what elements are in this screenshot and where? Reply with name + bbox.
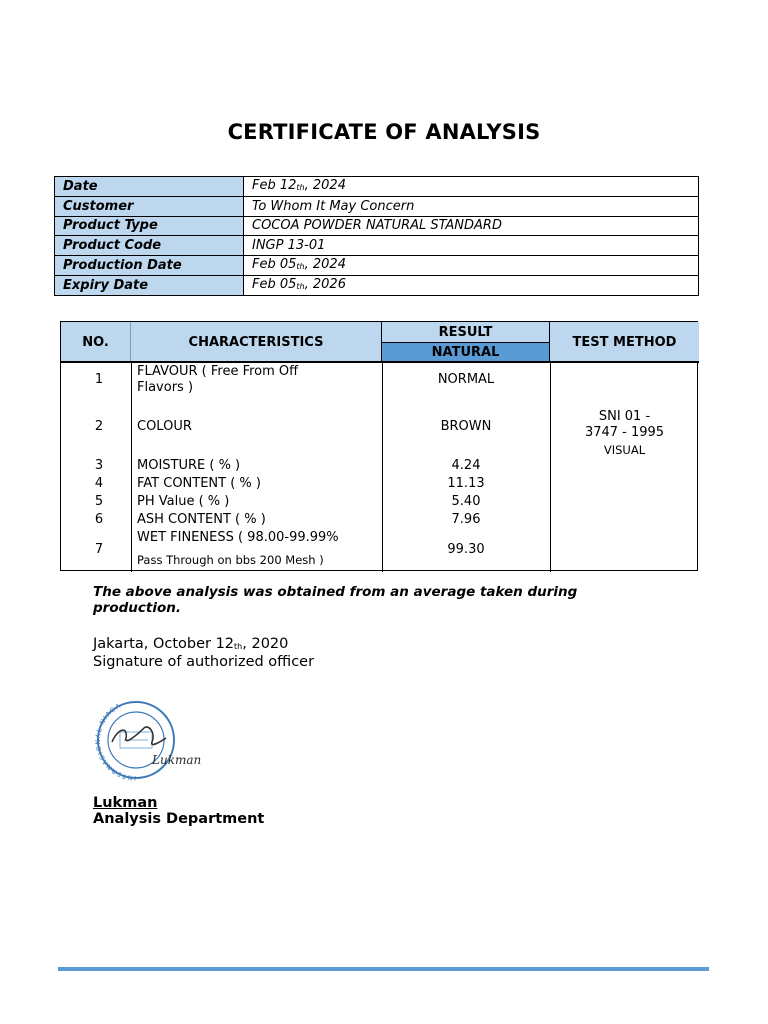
row-6-result: 7.96 <box>451 512 481 527</box>
test-method-standard: SNI 01 - <box>598 409 651 424</box>
row-3-result: 4.24 <box>451 458 481 473</box>
header-test-method: TEST METHOD <box>550 322 699 362</box>
info-row-customer <box>55 197 699 217</box>
row-5-result: 5.40 <box>451 494 481 509</box>
info-row-date <box>55 177 699 197</box>
expiry-date-value <box>244 275 699 295</box>
product-code-label: Product Code <box>55 236 244 256</box>
row-2-characteristic: COLOUR <box>137 419 192 434</box>
row-1-no: 1 <box>94 372 104 387</box>
header-result-natural: NATURAL <box>382 343 549 362</box>
info-row-product-type <box>55 216 699 236</box>
row-1-characteristic: FLAVOUR ( Free From Off <box>137 364 299 379</box>
info-row-product-code <box>55 236 699 256</box>
analysis-note: The above analysis was obtained from an average taken during production. <box>93 584 578 616</box>
row-7-characteristic: WET FINENESS ( 98.00-99.99% <box>137 530 339 545</box>
date-value-year: , 2024 <box>304 178 346 193</box>
row-7-no: 7 <box>94 542 104 557</box>
company-stamp-signature <box>94 698 214 782</box>
expiry-date-year: , 2026 <box>304 276 346 292</box>
info-row-production-date <box>55 255 699 275</box>
row-7-result: 99.30 <box>447 542 485 557</box>
row-7-characteristic-cont: Pass Through on bbs 200 Mesh ) <box>137 553 324 567</box>
product-info-table <box>54 176 699 296</box>
column-divider <box>550 362 551 572</box>
header-result-group <box>382 322 550 362</box>
row-3-characteristic: MOISTURE ( % ) <box>137 458 241 473</box>
row-1-characteristic-cont: Flavors ) <box>137 380 194 395</box>
date-value-main: Feb 12 <box>252 178 297 193</box>
row-5-no: 5 <box>94 494 104 509</box>
signature-label: Signature of authorized officer <box>93 654 315 670</box>
analysis-table <box>60 321 698 571</box>
place-date <box>93 636 288 652</box>
test-method-standard-number: 3747 - 1995 <box>584 425 665 440</box>
header-divider <box>61 361 699 363</box>
row-4-no: 4 <box>94 476 104 491</box>
production-date-value <box>244 255 699 275</box>
production-date-main: Feb 05 <box>252 256 297 272</box>
production-date-suffix: th <box>296 261 305 271</box>
signature-script: Lukman <box>152 753 202 767</box>
signer-department: Analysis Department <box>93 811 265 827</box>
expiry-date-main: Feb 05 <box>252 276 297 292</box>
header-result: RESULT <box>382 322 549 343</box>
date-label: Date <box>55 177 244 197</box>
row-6-no: 6 <box>94 512 104 527</box>
customer-value: To Whom It May Concern <box>244 197 699 217</box>
date-value <box>244 177 699 197</box>
row-3-no: 3 <box>94 458 104 473</box>
production-date-label: Production Date <box>55 255 244 275</box>
header-characteristics: CHARACTERISTICS <box>131 322 382 362</box>
row-1-result: NORMAL <box>437 372 495 387</box>
row-2-no: 2 <box>94 419 104 434</box>
product-code-value: INGP 13-01 <box>244 236 699 256</box>
date-value-suffix: th <box>296 183 305 192</box>
row-5-characteristic: PH Value ( % ) <box>137 494 230 509</box>
place-date-suffix: th <box>234 642 243 651</box>
test-method-visual: VISUAL <box>603 443 646 457</box>
expiry-date-suffix: th <box>296 281 305 291</box>
header-no: NO. <box>61 322 131 362</box>
row-6-characteristic: ASH CONTENT ( % ) <box>137 512 266 527</box>
expiry-date-label: Expiry Date <box>55 275 244 295</box>
place-date-main: Jakarta, October 12 <box>93 636 235 652</box>
customer-label: Customer <box>55 197 244 217</box>
signer-name: Lukman <box>93 795 158 811</box>
production-date-year: , 2024 <box>304 256 346 272</box>
document-title: CERTIFICATE OF ANALYSIS <box>227 120 541 144</box>
product-type-label: Product Type <box>55 216 244 236</box>
footer-rule <box>58 967 709 971</box>
row-2-result: BROWN <box>440 419 492 434</box>
info-row-expiry-date <box>55 275 699 295</box>
row-4-result: 11.13 <box>447 476 485 491</box>
product-type-value: COCOA POWDER NATURAL STANDARD <box>244 216 699 236</box>
stamp-ring-text: INTERNASIONAL NIAGA <box>94 701 137 782</box>
row-4-characteristic: FAT CONTENT ( % ) <box>137 476 261 491</box>
place-date-year: , 2020 <box>242 636 289 652</box>
